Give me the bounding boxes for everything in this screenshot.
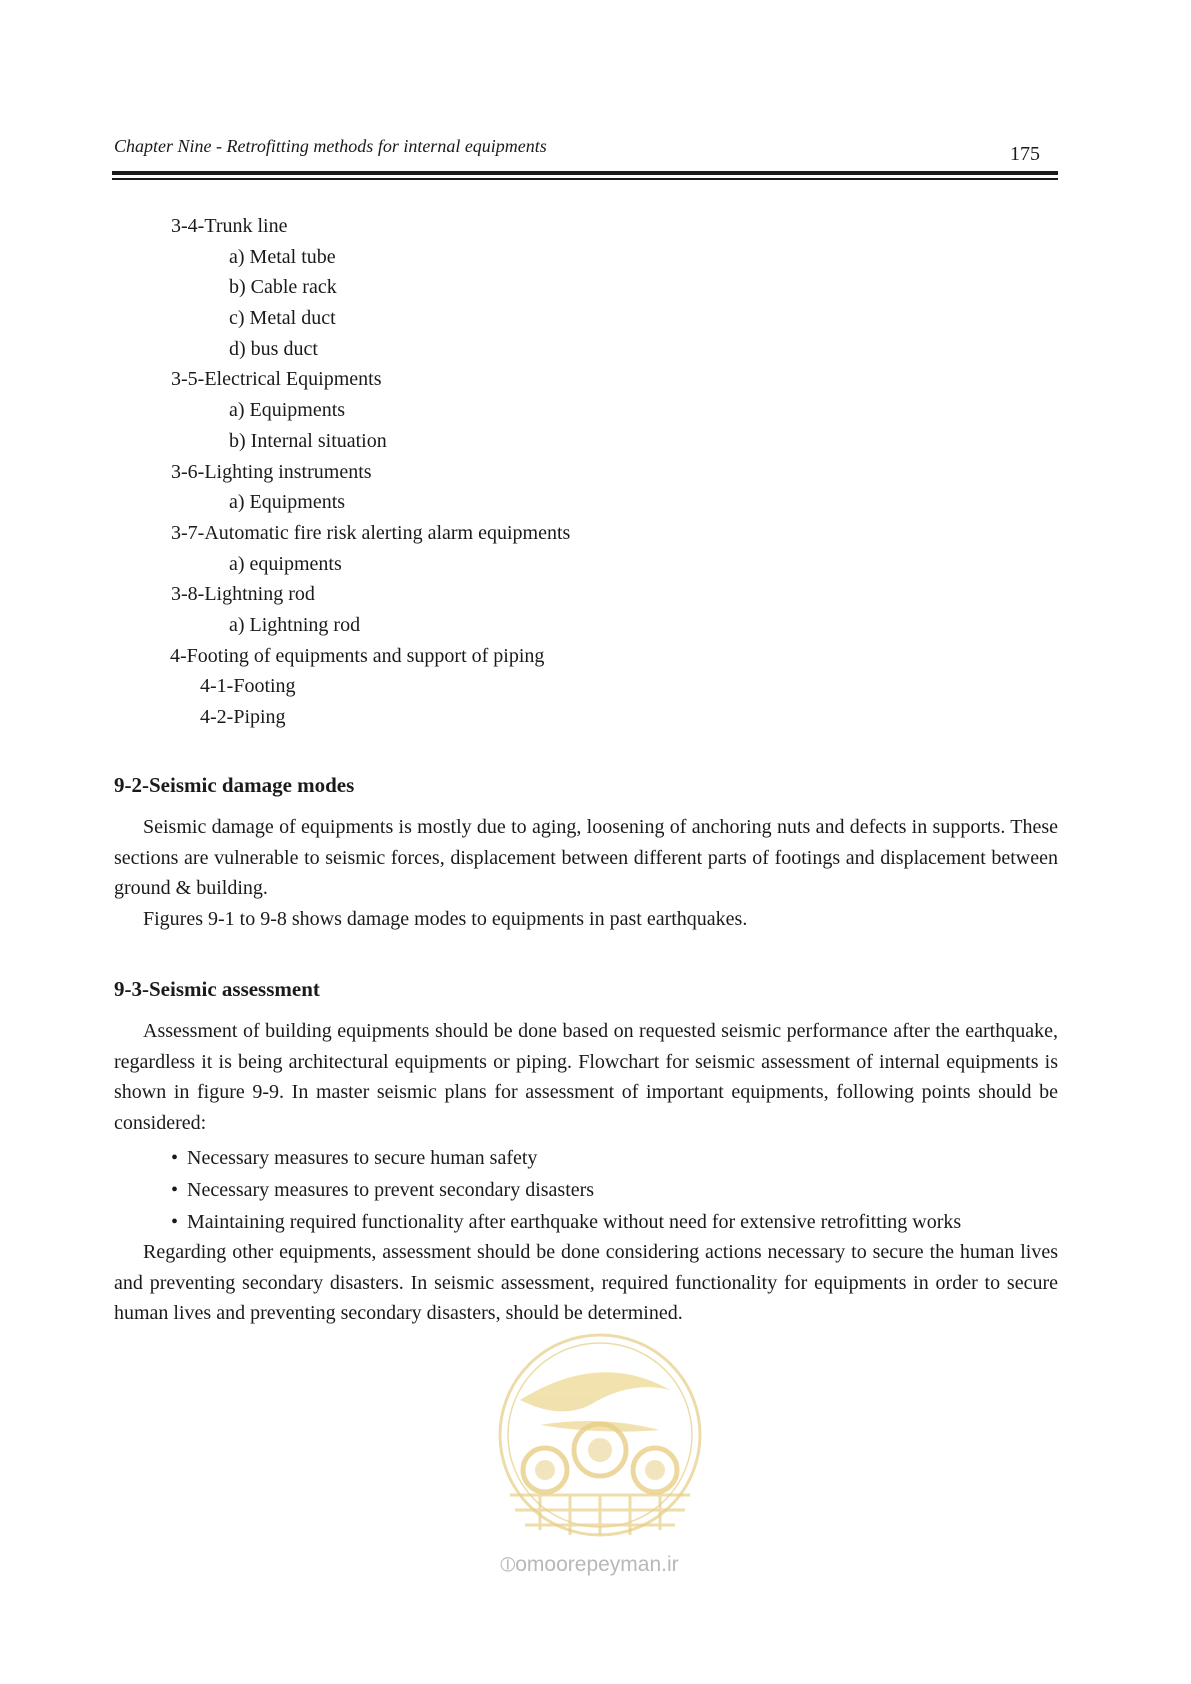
outline-item: 3-5-Electrical Equipments [171, 368, 382, 391]
paragraph: Assessment of building equipments should be done based on requested seismic performance after the earthquake, regardless it is being architectural equipments or piping. Flowchart for seismic assessment of internal equipments is shown in figure 9-9. In master seismic plans for assessment of important equipments, following points should be considered: [114, 1020, 1058, 1134]
outline-item: a) Lightning rod [229, 613, 361, 636]
outline-item: 3-8-Lightning rod [171, 583, 315, 606]
header-rule-thick [112, 171, 1058, 175]
paragraph: Figures 9-1 to 9-8 shows damage modes to equipments in past earthquakes. [143, 908, 748, 930]
outline-item: 3-7-Automatic fire risk alerting alarm equipments [171, 521, 571, 544]
page-number: 175 [1010, 143, 1040, 165]
section-heading-9-2: 9-2-Seismic damage modes [114, 773, 355, 797]
bullet-icon: • [171, 1179, 179, 1201]
bullet-list [0, 1142, 1191, 1238]
bullet-icon: • [171, 1211, 179, 1233]
outline-item: 3-6-Lighting instruments [171, 460, 372, 483]
outline-item: b) Internal situation [229, 429, 387, 452]
bullet-item [0, 1174, 1191, 1206]
outline-list [0, 211, 1191, 733]
outline-item: a) Equipments [229, 491, 346, 514]
bullet-item [0, 1142, 1191, 1174]
outline-item: a) Metal tube [229, 245, 336, 268]
bullet-text: Maintaining required functionality after earthquake without need for extensive retrofitting works [187, 1211, 962, 1233]
outline-item: 4-2-Piping [200, 706, 286, 728]
header-rule-thin [112, 178, 1058, 180]
bullet-icon: • [171, 1147, 179, 1169]
watermark-mark-icon: ⦶ [500, 1553, 516, 1576]
outline-item: b) Cable rack [229, 276, 337, 299]
section-heading-9-3: 9-3-Seismic assessment [114, 977, 320, 1001]
bullet-text: Necessary measures to prevent secondary disasters [187, 1179, 595, 1201]
outline-item [0, 641, 1191, 672]
watermark-url: ⦶omoorepeyman.ir [500, 1553, 679, 1576]
outline-item: a) Equipments [229, 399, 346, 422]
outline-item: d) bus duct [229, 337, 318, 360]
running-header: Chapter Nine - Retrofitting methods for internal equipments [114, 136, 547, 156]
bullet-text: Necessary measures to secure human safety [187, 1147, 538, 1169]
outline-item: c) Metal duct [229, 307, 336, 330]
outline-item: 4-1-Footing [200, 675, 296, 698]
paragraph: Regarding other equipments, assessment should be done considering actions necessary to secure the human lives and preventing secondary disasters. In seismic assessment, required functionality for equipments in order to secure human lives and preventing secondary disasters, should be determined. [114, 1241, 1058, 1324]
bullet-item [0, 1206, 1191, 1238]
outline-item-text: 4-Footing of equipments and support of piping [170, 644, 545, 667]
outline-item: 3-4-Trunk line [171, 215, 288, 237]
outline-item: a) equipments [229, 552, 342, 575]
paragraph: Seismic damage of equipments is mostly due to aging, loosening of anchoring nuts and defects in supports. These sections are vulnerable to seismic forces, displacement between different parts of footings and displacement between ground & building. [114, 816, 1058, 899]
